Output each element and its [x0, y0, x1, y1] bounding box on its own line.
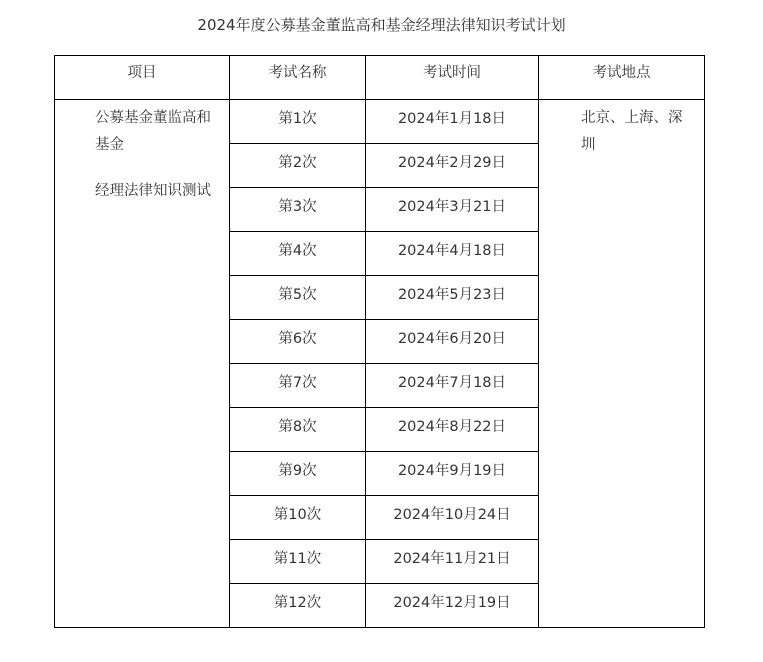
exam-name-cell: 第12次 [230, 584, 366, 628]
header-exam-location: 考试地点 [539, 56, 705, 100]
exam-name-cell: 第7次 [230, 364, 366, 408]
exam-name-cell: 第5次 [230, 276, 366, 320]
exam-date-cell: 2024年11月21日 [366, 540, 539, 584]
exam-schedule-table [54, 55, 705, 628]
page-title: 2024年度公募基金董监高和基金经理法律知识考试计划 [197, 16, 566, 34]
exam-name-cell: 第9次 [230, 452, 366, 496]
exam-name-cell: 第1次 [230, 100, 366, 144]
subject-text-line: 公募基金董监高和 [95, 110, 211, 126]
exam-name-cell: 第6次 [230, 320, 366, 364]
subject-text-line: 经理法律知识测试 [95, 183, 211, 199]
exam-date-cell: 2024年12月19日 [366, 584, 539, 628]
exam-date-cell: 2024年10月24日 [366, 496, 539, 540]
subject-cell [55, 100, 230, 628]
exam-date-cell: 2024年3月21日 [366, 188, 539, 232]
location-text-line: 北京、上海、深 [581, 110, 683, 126]
exam-name-cell: 第11次 [230, 540, 366, 584]
exam-date-cell: 2024年6月20日 [366, 320, 539, 364]
header-row [55, 56, 705, 100]
exam-date-cell: 2024年7月18日 [366, 364, 539, 408]
exam-date-cell: 2024年1月18日 [366, 100, 539, 144]
exam-name-cell: 第3次 [230, 188, 366, 232]
subject-text-line: 基金 [95, 137, 124, 153]
header-exam-name: 考试名称 [230, 56, 366, 100]
table-row [55, 100, 705, 144]
table-body [55, 100, 705, 628]
header-subject: 项目 [55, 56, 230, 100]
exam-name-cell: 第2次 [230, 144, 366, 188]
exam-date-cell: 2024年8月22日 [366, 408, 539, 452]
exam-date-cell: 2024年2月29日 [366, 144, 539, 188]
exam-date-cell: 2024年4月18日 [366, 232, 539, 276]
header-exam-time: 考试时间 [366, 56, 539, 100]
table-header [55, 56, 705, 100]
exam-date-cell: 2024年5月23日 [366, 276, 539, 320]
exam-name-cell: 第4次 [230, 232, 366, 276]
exam-name-cell: 第10次 [230, 496, 366, 540]
exam-date-cell: 2024年9月19日 [366, 452, 539, 496]
location-text-line: 圳 [581, 137, 596, 153]
location-cell [539, 100, 705, 628]
exam-name-cell: 第8次 [230, 408, 366, 452]
